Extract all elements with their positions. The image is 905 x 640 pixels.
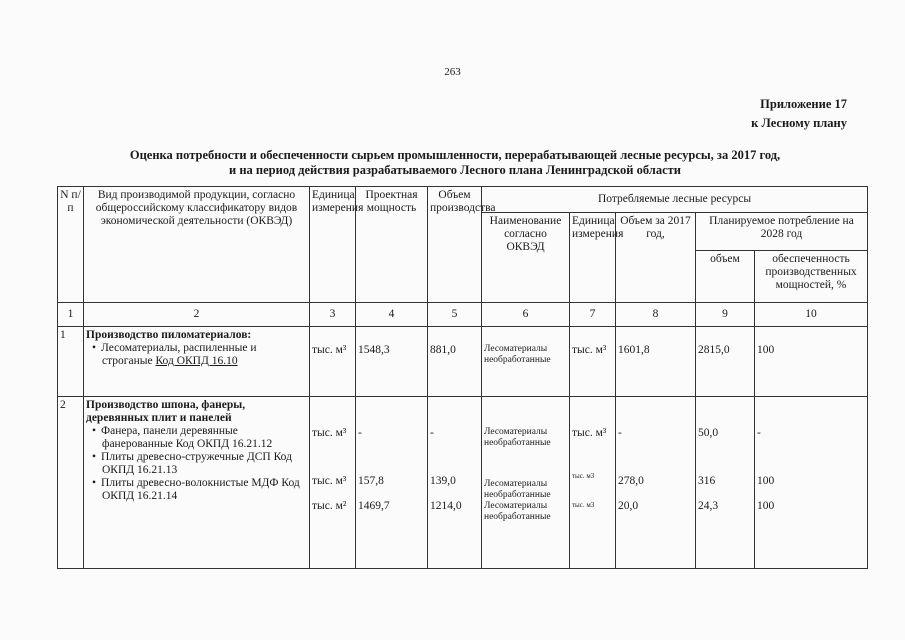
row2-res-unit-2: тыс. м3 bbox=[572, 472, 595, 480]
row2-heading: Производство шпона, фанеры, деревянных плит и панелей bbox=[86, 399, 246, 424]
row2-sec-3: 100 bbox=[757, 500, 775, 512]
table-row bbox=[58, 397, 868, 569]
row1-resource: Лесоматериалы необработанные bbox=[482, 327, 570, 397]
row2-item-2: • Плиты древесно-стружечные ДСП Код ОКПД 16.21.13 bbox=[86, 451, 307, 477]
row2-units bbox=[310, 397, 356, 569]
col-number-3: 3 bbox=[310, 303, 356, 327]
title-line-2: и на период действия разрабатываемого Лесного плана Ленинградской области bbox=[229, 163, 681, 177]
col-number-6: 6 bbox=[482, 303, 570, 327]
row2-res-units bbox=[570, 397, 616, 569]
header-plan-vol: объем bbox=[696, 251, 755, 303]
row2-sec-2: 100 bbox=[757, 475, 775, 487]
row2-res-3: Лесоматериалы необработанные bbox=[484, 501, 551, 522]
col-number-8: 8 bbox=[616, 303, 696, 327]
header-consumed: Потребляемые лесные ресурсы bbox=[482, 187, 868, 213]
page-number: 263 bbox=[444, 66, 461, 78]
row2-res-1: Лесоматериалы необработанные bbox=[484, 427, 551, 448]
header-planned: Планируемое потребление на 2028 год bbox=[696, 213, 868, 251]
row1-vol2017: 1601,8 bbox=[616, 327, 696, 397]
resource-table bbox=[57, 186, 868, 569]
header-num: N п/п bbox=[58, 187, 84, 303]
row1-plan-sec: 100 bbox=[755, 327, 868, 397]
row2-unit-3: тыс. м² bbox=[312, 500, 347, 512]
col-number-2: 2 bbox=[84, 303, 310, 327]
row2-v2017-2: 278,0 bbox=[618, 475, 644, 487]
col-number-10: 10 bbox=[755, 303, 868, 327]
row2-v2017-3: 20,0 bbox=[618, 500, 639, 512]
header-capacity: Проектная мощность bbox=[356, 187, 428, 303]
row2-vol-1: - bbox=[430, 427, 434, 439]
title-line-1: Оценка потребности и обеспеченности сырьем промышленности, перерабатывающей лесные ресурсы, за 2017 год, bbox=[129, 148, 781, 162]
row2-res-2: Лесоматериалы необработанные bbox=[484, 479, 551, 500]
row2-item-1: • Фанера, панели деревянные фанерованные Код ОКПД 16.21.12 bbox=[86, 425, 307, 451]
header-vol2017: Объем за 2017 год, bbox=[616, 213, 696, 303]
row2-volumes bbox=[428, 397, 482, 569]
row2-num: 2 bbox=[58, 397, 84, 569]
row2-v2017-1: - bbox=[618, 427, 622, 439]
row1-plan-vol: 2815,0 bbox=[696, 327, 755, 397]
header-plan-sec: обеспеченность производственных мощностей, % bbox=[755, 251, 868, 303]
row1-unit: тыс. м³ bbox=[310, 327, 356, 397]
header-unit2: Единица измерения bbox=[570, 213, 616, 303]
col-number-5: 5 bbox=[428, 303, 482, 327]
appendix-label bbox=[751, 95, 847, 133]
row2-unit-1: тыс. м³ bbox=[312, 427, 347, 439]
row1-capacity: 1548,3 bbox=[356, 327, 428, 397]
row1-num: 1 bbox=[58, 327, 84, 397]
row2-resources bbox=[482, 397, 570, 569]
table-row bbox=[58, 327, 868, 397]
row2-sec-1: - bbox=[757, 427, 761, 439]
row1-item-text: Лесоматериалы, распиленные и строганые bbox=[101, 342, 257, 367]
row2-cap-2: 157,8 bbox=[358, 475, 384, 487]
row2-plan-secs bbox=[755, 397, 868, 569]
col-number-9: 9 bbox=[696, 303, 755, 327]
row2-plan-vols bbox=[696, 397, 755, 569]
row2-vol-3: 1214,0 bbox=[430, 500, 462, 512]
col-number-7: 7 bbox=[570, 303, 616, 327]
row2-res-unit-3: тыс. м3 bbox=[572, 501, 595, 509]
row2-unit-2: тыс. м³ bbox=[312, 475, 347, 487]
header-volume: Объем производства bbox=[428, 187, 482, 303]
row1-item bbox=[86, 342, 307, 368]
row1-res-unit: тыс. м³ bbox=[570, 327, 616, 397]
row1-volume: 881,0 bbox=[428, 327, 482, 397]
row2-plan-2: 316 bbox=[698, 475, 716, 487]
row2-res-unit-1: тыс. м³ bbox=[572, 427, 607, 439]
row2-plan-3: 24,3 bbox=[698, 500, 719, 512]
appendix-line-1: Приложение 17 bbox=[760, 97, 847, 111]
row2-capacities bbox=[356, 397, 428, 569]
appendix-line-2: к Лесному плану bbox=[751, 116, 847, 130]
row1-kind bbox=[84, 327, 310, 397]
row2-plan-1: 50,0 bbox=[698, 427, 719, 439]
row2-vol-2: 139,0 bbox=[430, 475, 456, 487]
header-kind: Вид производимой продукции, согласно общероссийскому классификатору видов экономической деятельности (ОКВЭД) bbox=[84, 187, 310, 303]
row2-cap-3: 1469,7 bbox=[358, 500, 390, 512]
col-number-4: 4 bbox=[356, 303, 428, 327]
header-name-okved: Наименование согласно ОКВЭД bbox=[482, 213, 570, 303]
col-number-1: 1 bbox=[58, 303, 84, 327]
row2-vol2017 bbox=[616, 397, 696, 569]
row2-kind bbox=[84, 397, 310, 569]
row2-cap-1: - bbox=[358, 427, 362, 439]
row1-item-code: Код ОКПД 16.10 bbox=[155, 355, 238, 367]
row2-item-3: • Плиты древесно-волокнистые МДФ Код ОКПД 16.21.14 bbox=[86, 477, 307, 503]
row1-heading: Производство пиломатериалов: bbox=[86, 329, 252, 341]
header-unit: Единица измерения bbox=[310, 187, 356, 303]
document-title bbox=[60, 148, 850, 178]
